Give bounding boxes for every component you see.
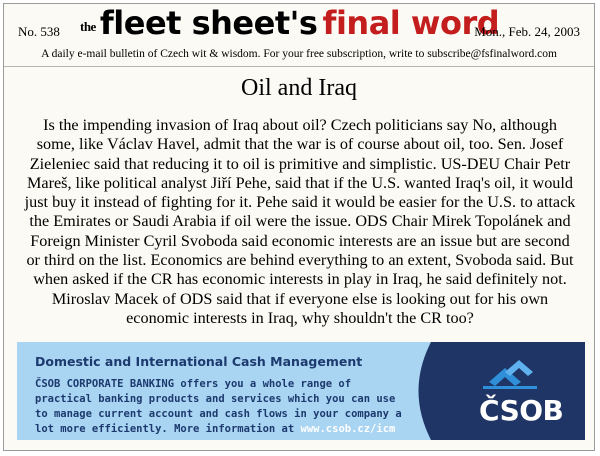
ad-link[interactable]: www.csob.cz/icm [300,423,396,435]
logo-the: the [80,19,96,34]
csob-ad-banner[interactable] [17,342,585,440]
csob-logo-text: ČSOB [479,394,564,427]
article-title: Oil and Iraq [241,75,357,101]
ad-headline: Domestic and International Cash Management [35,354,363,369]
newsletter-page [3,3,595,451]
ad-copy-text: ČSOB CORPORATE BANKING offers you a whole range of practical banking products and services which you can use to manage current account and cash flows in your company a lot more efficiently. More information at [35,378,402,435]
tagline: A daily e-mail bulletin of Czech wit & wisdom. For your free subscription, write to subscribe@fsfinalword.com [41,48,557,60]
issue-number: No. 538 [18,24,60,39]
header-divider [4,66,594,67]
logo-fleet-sheets: fleet sheet's [99,4,318,42]
masthead [4,4,594,50]
issue-date: Mon., Feb. 24, 2003 [474,24,580,39]
newsletter-logo[interactable] [80,4,499,42]
logo-final-word: final word [322,4,500,42]
article-body: Is the impending invasion of Iraq about oil? Czech politicians say No, although some, like Václav Havel, admit that the war is of course about oil, too. Sen. Josef Zieleniec said that reducing it to oil is primitive and simplistic. US-DEU Chair Petr Mareš, like political analyst Jiří Pehe, said that if the U.S. wanted Iraq's oil, it would just buy it instead of fighting for it. Pehe said it would be easier for the U.S. to attack the Emirates or Saudi Arabia if oil were the issue. ODS Chair Mirek Topolánek and Foreign Minister Cyril Svoboda said economic interests are an issue but are second or third on the list. Economics are behind everything to an extent, Svoboda said. But when asked if the CR has economic interests in play in Iraq, he said definitely not. Miroslav Macek of ODS said that if everyone else is looking out for his own economic interests in Iraq, why shouldn't the CR too? [24,116,576,327]
ad-copy [35,377,405,437]
